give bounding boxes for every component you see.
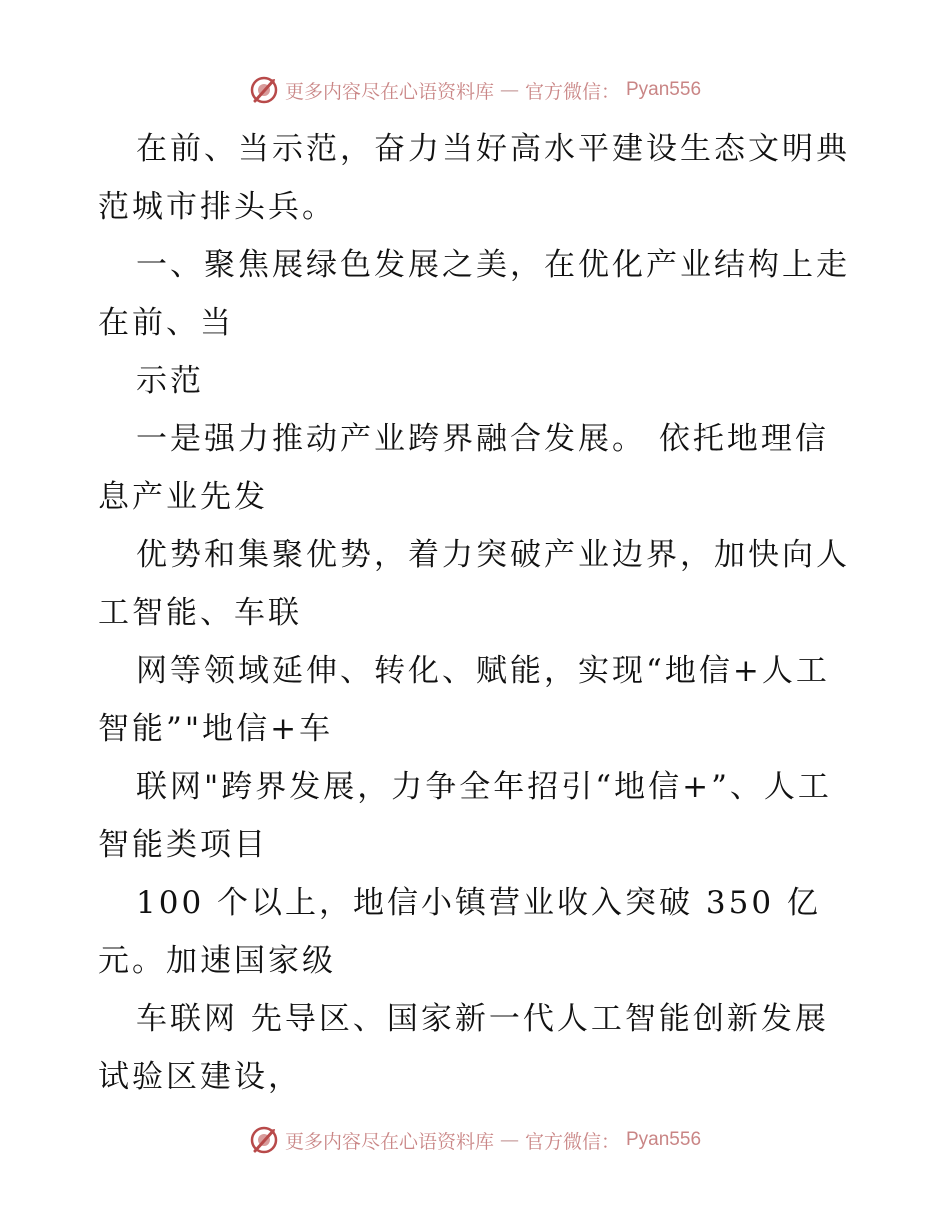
- text-line: 一是强力推动产业跨界融合发展。 依托地理信: [136, 421, 829, 457]
- brush-logo-icon: [249, 75, 279, 105]
- text-line: 100 个以上，地信小镇营业收入突破 350 亿: [136, 885, 821, 921]
- text-line: 网等领域延伸、转化、赋能，实现“地信+人工: [136, 653, 830, 689]
- text-line: 优势和集聚优势，着力突破产业边界，加快向人: [136, 537, 850, 573]
- watermark-separator: —: [499, 79, 519, 101]
- watermark-text: 更多内容尽在心语资料库: [284, 1130, 494, 1153]
- text-line: 工智能、车联: [98, 595, 302, 631]
- header-watermark: [0, 70, 950, 110]
- text-line: 智能”"地信+车: [98, 711, 334, 747]
- text-line: 在前、当: [98, 305, 234, 341]
- text-line: 元。加速国家级: [98, 943, 336, 979]
- text-line: 智能类项目: [98, 827, 268, 863]
- watermark-text: 更多内容尽在心语资料库: [284, 80, 494, 103]
- document-body: [98, 120, 858, 1106]
- text-line: 一、聚焦展绿色发展之美，在优化产业结构上走: [136, 247, 850, 283]
- text-line: 在前、当示范，奋力当好高水平建设生态文明典: [136, 131, 850, 167]
- watermark-wechat-label: 官方微信：: [524, 80, 620, 103]
- text-line: 示范: [136, 363, 204, 399]
- text-line: 息产业先发: [98, 479, 268, 515]
- watermark-wechat-id: Pyan556: [626, 79, 702, 100]
- footer-watermark: [0, 1120, 950, 1160]
- text-line: 试验区建设，: [98, 1059, 302, 1095]
- text-line: 车联网 先导区、国家新一代人工智能创新发展: [136, 1001, 829, 1037]
- text-line: 联网"跨界发展，力争全年招引“地信+”、人工: [136, 769, 832, 805]
- brush-logo-icon: [249, 1125, 279, 1155]
- watermark-wechat-label: 官方微信：: [524, 1130, 620, 1153]
- text-line: 范城市排头兵。: [98, 189, 336, 225]
- watermark-separator: —: [499, 1129, 519, 1151]
- watermark-wechat-id: Pyan556: [626, 1129, 702, 1150]
